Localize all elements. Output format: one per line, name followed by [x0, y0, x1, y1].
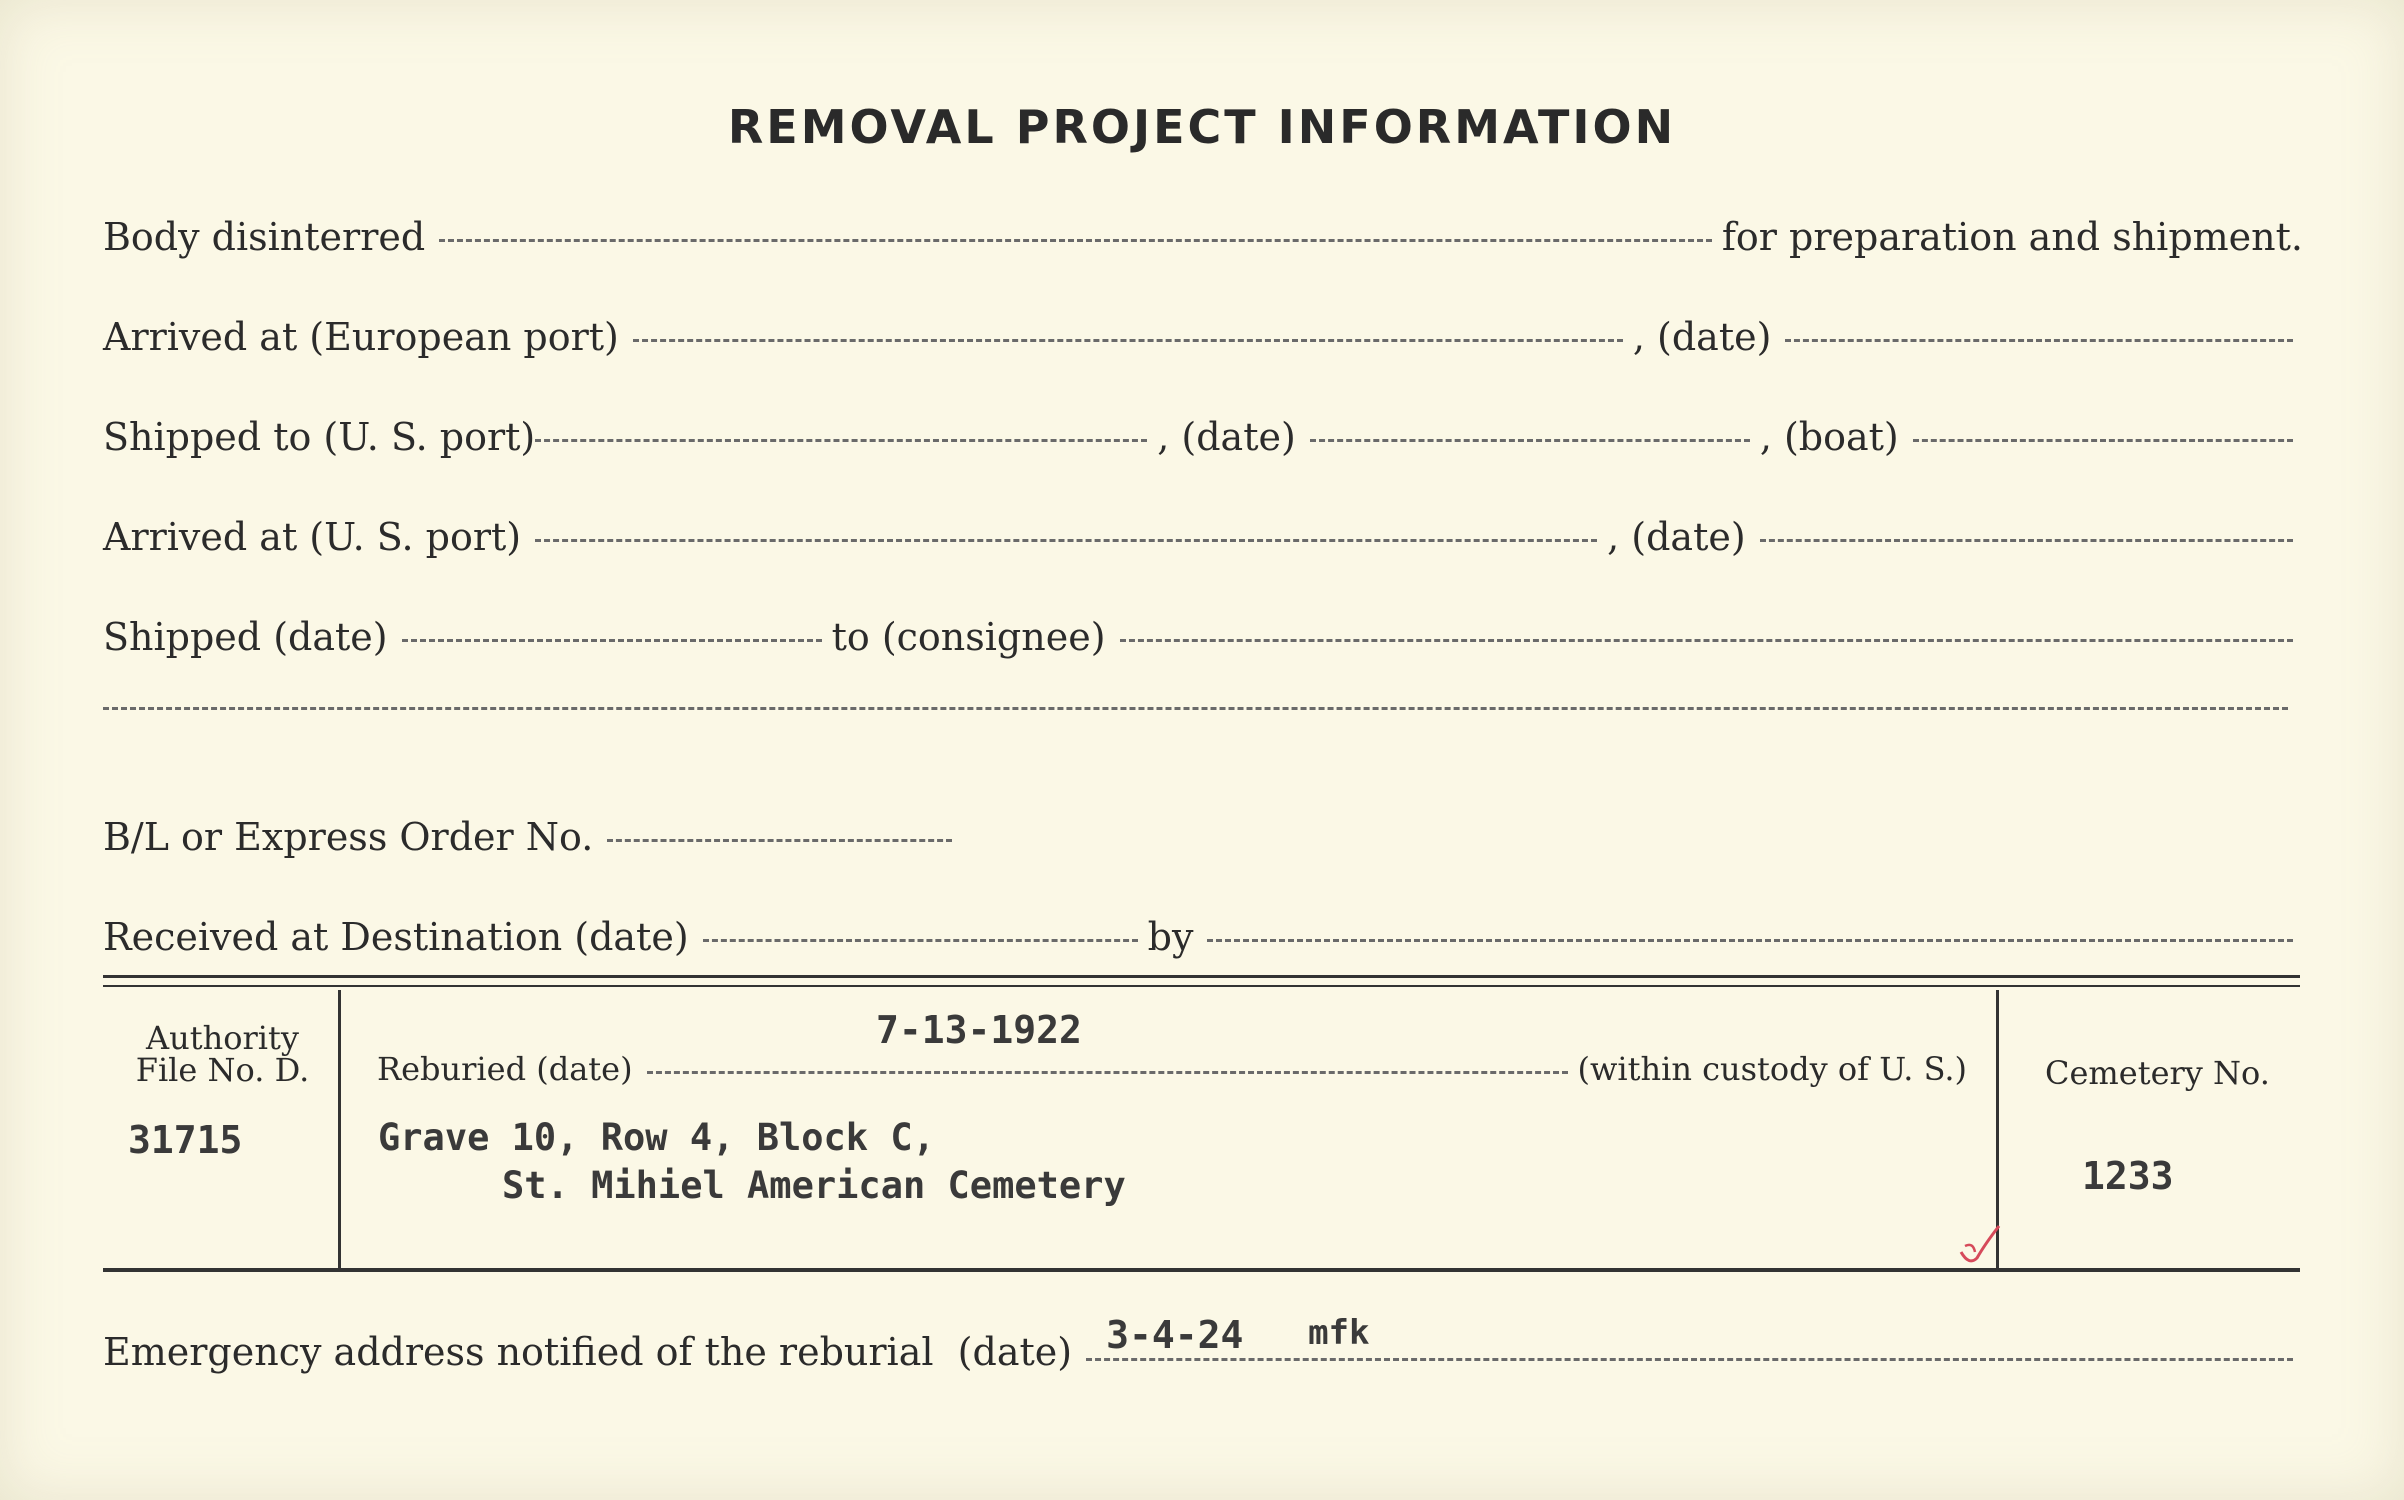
consignee-label: to (consignee)	[831, 615, 1106, 659]
table-top-rule-2	[103, 985, 2300, 987]
row-arrived-european	[103, 315, 2303, 375]
row-shipped-us	[103, 415, 2303, 475]
authority-label-line-2: File No. D.	[135, 1051, 310, 1089]
shipped-us-boat-label: , (boat)	[1759, 415, 1899, 459]
received-label: Received at Destination (date)	[103, 915, 689, 959]
custody-label: (within custody of U. S.)	[1577, 1050, 1967, 1088]
emergency-date-value[interactable]: 3-4-24	[1106, 1313, 1244, 1357]
shipped-us-port-field[interactable]	[535, 439, 1147, 442]
table-bottom-rule	[103, 1268, 2300, 1272]
emergency-label: Emergency address notified of the reburial (date)	[103, 1330, 1073, 1374]
body-disinterred-suffix: for preparation and shipment.	[1721, 215, 2303, 259]
cemetery-number[interactable]: 1233	[2082, 1154, 2174, 1198]
row-shipped-consignee	[103, 615, 2303, 675]
arrived-european-port-field[interactable]	[633, 339, 1623, 342]
arrived-us-date-field[interactable]	[1760, 539, 2293, 542]
row-bl	[103, 815, 1303, 875]
shipped-date-label: Shipped (date)	[103, 615, 388, 659]
reburied-date-field[interactable]	[647, 1071, 1568, 1074]
arrived-us-port-field[interactable]	[535, 539, 1597, 542]
row-arrived-us	[103, 515, 2303, 575]
emergency-date-area	[1086, 1315, 2303, 1365]
consignee-continued-field[interactable]	[103, 707, 2288, 710]
grave-location-line-1[interactable]: Grave 10, Row 4, Block C,	[378, 1116, 935, 1159]
check-mark-icon	[1955, 1222, 2005, 1268]
shipped-us-label: Shipped to (U. S. port)	[103, 415, 536, 459]
arrived-us-label: Arrived at (U. S. port)	[103, 515, 522, 559]
bl-label: B/L or Express Order No.	[103, 815, 594, 859]
by-label: by	[1147, 915, 1194, 959]
arrived-us-date-label: , (date)	[1607, 515, 1746, 559]
arrived-european-date-label: , (date)	[1632, 315, 1772, 359]
reburied-label: Reburied (date)	[377, 1050, 633, 1088]
emergency-date-field[interactable]	[1086, 1358, 2293, 1361]
body-disinterred-field[interactable]	[439, 239, 1712, 242]
table-divider-left	[338, 990, 341, 1268]
cemetery-label: Cemetery No.	[2045, 1054, 2270, 1092]
bl-field[interactable]	[607, 839, 952, 842]
authority-file-number[interactable]: 31715	[128, 1118, 243, 1162]
arrived-european-label: Arrived at (European port)	[103, 315, 619, 359]
received-date-field[interactable]	[703, 939, 1138, 942]
row-consignee-continued	[103, 715, 2298, 775]
reburied-date-value[interactable]: 7-13-1922	[876, 1008, 1082, 1052]
consignee-field[interactable]	[1120, 639, 2293, 642]
authority-header	[110, 1019, 335, 1089]
form-title: REMOVAL PROJECT INFORMATION	[727, 100, 1677, 154]
received-by-field[interactable]	[1207, 939, 2293, 942]
emergency-initials[interactable]: mfk	[1308, 1313, 1370, 1353]
body-disinterred-label: Body disinterred	[103, 215, 426, 259]
row-reburied	[377, 1050, 1967, 1100]
shipped-date-field[interactable]	[402, 639, 822, 642]
row-body-disinterred	[103, 215, 2303, 275]
authority-label-line-1: Authority	[146, 1019, 299, 1057]
row-received	[103, 915, 2303, 975]
grave-location-line-2[interactable]: St. Mihiel American Cemetery	[502, 1164, 1126, 1207]
shipped-us-date-field[interactable]	[1310, 439, 1750, 442]
table-top-rule	[103, 975, 2300, 978]
arrived-european-date-field[interactable]	[1785, 339, 2293, 342]
row-emergency	[103, 1315, 2303, 1375]
shipped-us-boat-field[interactable]	[1913, 439, 2293, 442]
shipped-us-date-label: , (date)	[1157, 415, 1296, 459]
